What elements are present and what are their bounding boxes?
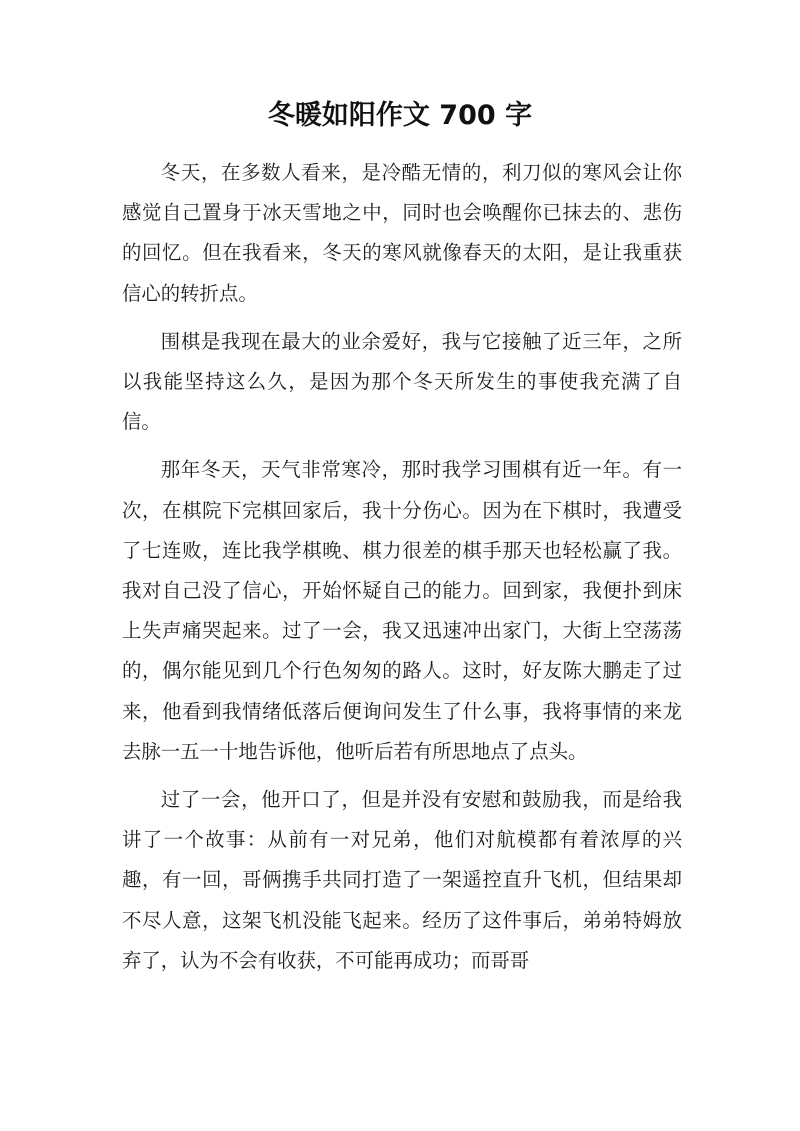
paragraph: 那年冬天，天气非常寒冷，那时我学习围棋有近一年。有一次，在棋院下完棋回家后，我十分伤心。因为在下棋时，我遭受了七连败，连比我学棋晚、棋力很差的棋手那天也轻松赢了我。我对自己没了信心，开始怀疑自己的能力。回到家，我便扑到床上失声痛哭起来。过了一会，我又迅速冲出家门，大街上空荡荡的，偶尔能见到几个行色匆匆的路人。这时，好友陈大鹏走了过来，他看到我情绪低落后便询问发生了什么事，我将事情的来龙去脉一五一十地告诉他，他听后若有所思地点了点头。	[122, 458, 682, 763]
paragraph: 冬天，在多数人看来，是冷酷无情的，利刀似的寒风会让你感觉自己置身于冰天雪地之中，同时也会唤醒你已抹去的、悲伤的回忆。但在我看来，冬天的寒风就像春天的太阳，是让我重获信心的转折点。	[122, 161, 682, 305]
document-body	[122, 153, 682, 989]
paragraph: 过了一会，他开口了，但是并没有安慰和鼓励我，而是给我讲了一个故事：从前有一对兄弟，他们对航模都有着浓厚的兴趣，有一回，哥俩携手共同打造了一架遥控直升飞机，但结果却不尽人意，这架飞机没能飞起来。经历了这件事后，弟弟特姆放弃了，认为不会有收获，不可能再成功；而哥哥	[122, 788, 682, 972]
paragraph: 围棋是我现在最大的业余爱好，我与它接触了近三年，之所以我能坚持这么久，是因为那个冬天所发生的事使我充满了自信。	[122, 329, 682, 434]
document-title: 冬暖如阳作文 700 字	[267, 100, 533, 131]
